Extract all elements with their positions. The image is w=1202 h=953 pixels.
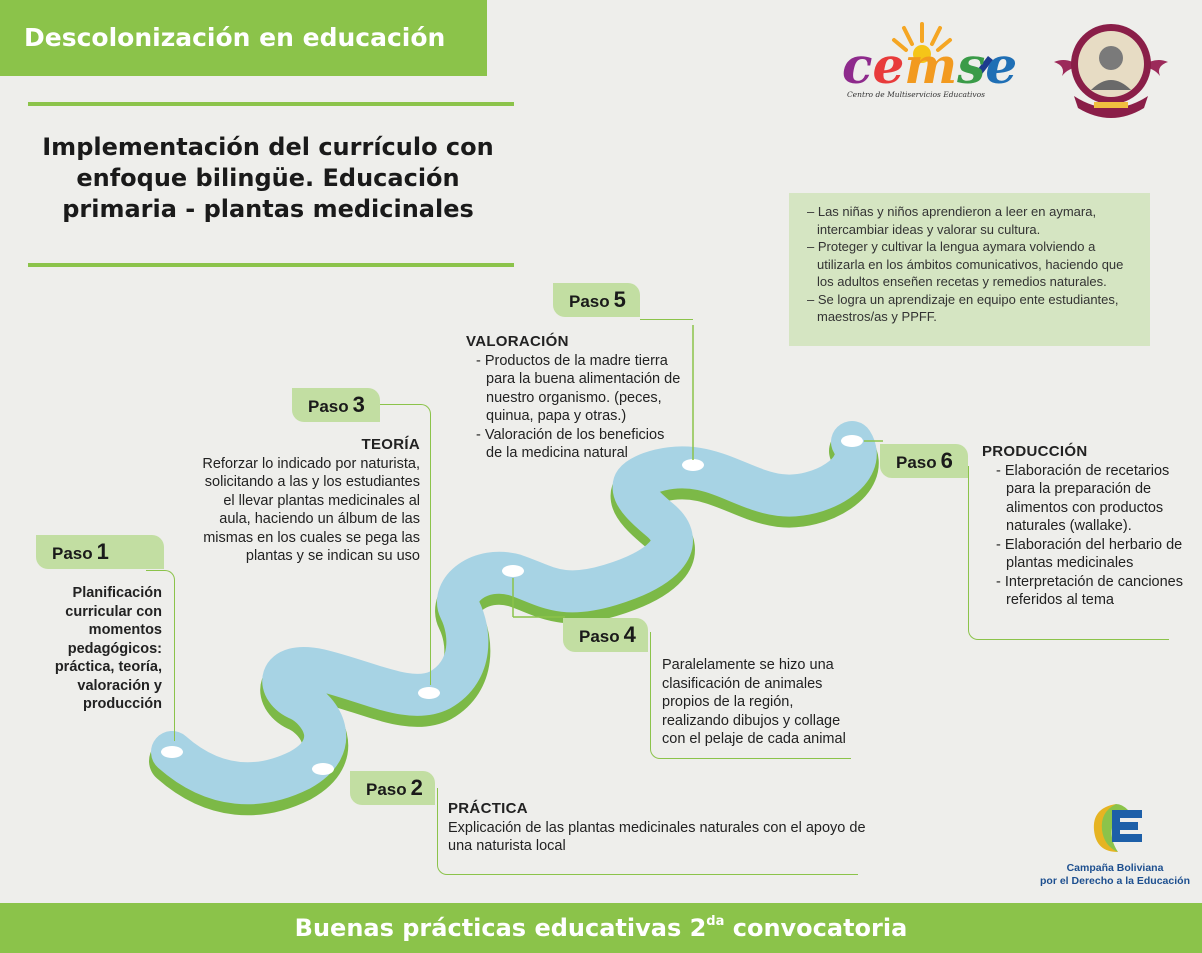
paso4-line: con el pelaje de cada animal — [662, 731, 846, 747]
paso-number: 2 — [410, 775, 423, 800]
paso5-tab — [553, 283, 640, 317]
paso5-text — [466, 333, 681, 463]
paso5-item: - Productos de la madre tierra para la buena alimentación de nuestro organismo. (peces, quinua, papa y otras.) — [476, 352, 681, 424]
paso2-heading: PRÁCTICA — [448, 800, 528, 817]
paso1-line: pedagógicos: — [67, 640, 162, 657]
campana-emblem-icon — [1088, 800, 1148, 856]
paso6-item: - Interpretación de canciones referidos al tema — [996, 573, 1183, 608]
paso1-text — [40, 584, 162, 714]
footer-superscript: da — [706, 914, 725, 929]
step-marker-dot — [841, 435, 863, 447]
paso3-line: el llevar plantas medicinales al — [223, 492, 420, 509]
step-marker-dot — [161, 746, 183, 758]
paso3-tab — [292, 388, 380, 422]
paso-label: Paso — [579, 627, 620, 646]
paso-label: Paso — [308, 397, 349, 416]
paso6-item: - Elaboración de recetarios para la preparación de alimentos con productos naturales (wallake). — [996, 462, 1170, 534]
paso1-line: práctica, teoría, — [54, 659, 162, 675]
paso-label: Paso — [52, 544, 93, 563]
step-marker-dot — [682, 459, 704, 471]
paso-number: 5 — [613, 287, 626, 312]
paso4-line: realizando dibujos y collage — [662, 712, 841, 729]
campana-line: por el Derecho a la Educación — [1040, 875, 1190, 887]
result-item: – Proteger y cultivar la lengua aymara volviendo a utilizarla en los ámbitos comunicativos, haciendo que los adultos enseñen recetas y remedios naturales. — [807, 239, 1124, 289]
main-title-line: Implementación del currículo con — [42, 133, 494, 161]
footer-banner — [0, 903, 1202, 953]
paso-label: Paso — [569, 292, 610, 311]
paso2-line: una naturista local — [448, 838, 566, 854]
result-item: – Las niñas y niños aprendieron a leer en aymara, intercambiar ideas y valorar su cultura. — [807, 204, 1097, 237]
paso3-line: aula, haciendo un álbum de las — [219, 511, 420, 527]
paso1-line: valoración y — [77, 677, 162, 694]
paso4-line: propios de la región, — [662, 694, 794, 710]
paso4-tab — [563, 618, 648, 652]
cemse-caption: Centro de Multiservicios Educativos — [846, 90, 986, 99]
paso5-item: - Valoración de los beneficios de la medicina natural — [476, 426, 665, 461]
paso6-heading: PRODUCCIÓN — [982, 443, 1088, 460]
paso-label: Paso — [366, 780, 407, 799]
main-title-line: primaria - plantas medicinales — [62, 195, 474, 223]
paso5-bracket — [640, 319, 693, 320]
paso3-text — [180, 436, 420, 566]
paso2-text — [448, 800, 898, 856]
paso3-line: plantas y se indican su uso — [245, 548, 420, 564]
step-marker-dot — [312, 763, 334, 775]
paso1-line: momentos — [88, 622, 162, 638]
campana-caption — [1040, 862, 1190, 888]
paso1-tab — [36, 535, 164, 569]
paso-number: 3 — [352, 392, 365, 417]
step-marker-dot — [502, 565, 524, 577]
paso3-line: Reforzar lo indicado por naturista, — [202, 455, 420, 472]
footer-text: Buenas prácticas educativas 2 — [294, 914, 707, 942]
campana-logo — [1040, 800, 1190, 892]
footer-text-end: convocatoria — [724, 914, 908, 942]
cemse-wordmark: cemse — [842, 36, 1018, 95]
paso3-heading: TEORÍA — [361, 436, 420, 453]
paso-number: 1 — [96, 539, 109, 564]
paso-number: 6 — [940, 448, 953, 473]
paso-label: Paso — [896, 453, 937, 472]
paso-number: 4 — [623, 622, 636, 647]
paso1-line: curricular con — [65, 603, 162, 620]
header-banner: Descolonización en educación — [0, 0, 487, 76]
paso1-line: Planificación — [72, 585, 162, 601]
paso3-line: solicitando a las y los estudiantes — [204, 474, 420, 490]
main-title-line: enfoque bilingüe. Educación — [76, 164, 460, 192]
paso1-line: producción — [83, 696, 162, 712]
paso2-line: Explicación de las plantas medicinales naturales con el apoyo de — [448, 819, 866, 836]
campana-line: Campaña Boliviana — [1066, 862, 1164, 874]
paso6-item: - Elaboración del herbario de plantas medicinales — [996, 536, 1183, 571]
result-item: – Se logra un aprendizaje en equipo ente estudiantes, maestros/as y PPFF. — [807, 291, 1119, 324]
paso3-line: mismas en los cuales se pega las — [203, 529, 420, 546]
paso2-tab — [350, 771, 435, 805]
paso4-line: clasificación de animales — [662, 675, 823, 692]
step-marker-dot — [418, 687, 440, 699]
paso6-tab — [880, 444, 968, 478]
paso4-line: Paralelamente se hizo una — [662, 657, 834, 673]
paso6-text — [982, 443, 1187, 610]
paso5-heading: VALORACIÓN — [466, 333, 569, 350]
paso4-text — [662, 656, 862, 749]
